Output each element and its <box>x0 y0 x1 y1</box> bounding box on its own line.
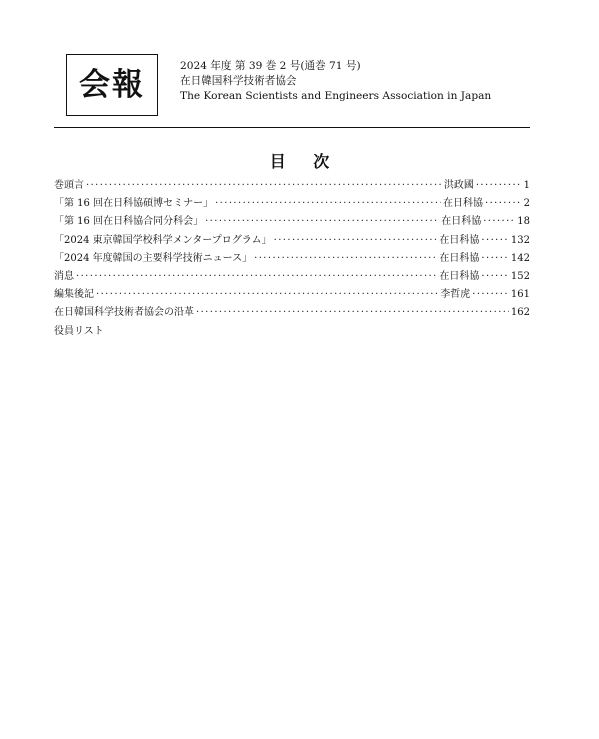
toc-page-leader: ······ <box>481 270 509 282</box>
toc-entry-page: 162 <box>510 307 530 319</box>
toc-entry-title: 「2024 東京韓国学校科学メンタープログラム」 <box>54 234 272 246</box>
toc-entry-author: 李哲虎 <box>440 289 471 301</box>
toc-entry-title: 消息 <box>54 270 74 282</box>
toc-page-leader: ······ <box>481 234 509 246</box>
logo-text: 会報 <box>79 66 145 103</box>
toc-entry-author: 在日科協 <box>439 234 480 246</box>
journal-logo <box>66 54 158 116</box>
toc-entry-page: 161 <box>510 289 530 301</box>
table-of-contents <box>54 176 530 340</box>
toc-leader-dots <box>86 180 442 191</box>
toc-entry-page: 18 <box>517 216 530 228</box>
toc-leader-dots <box>254 253 437 264</box>
org-name-en: The Korean Scientists and Engineers Association in Japan <box>180 90 492 102</box>
toc-leader-dots <box>96 289 438 300</box>
header-divider <box>54 127 530 128</box>
toc-leader-dots <box>215 198 441 209</box>
toc-entry-author: 在日科協 <box>439 270 480 282</box>
toc-entry-author: 洪政國 <box>443 180 474 191</box>
toc-entry-author: 在日科協 <box>442 198 483 210</box>
toc-entry-title: 「第 16 回在日科協合同分科会」 <box>54 216 204 228</box>
toc-page-leader: ········ <box>472 289 509 301</box>
toc-entry-page: 2 <box>523 198 530 210</box>
toc-title: 目 次 <box>269 152 330 171</box>
org-name-ja: 在日韓国科学技術者協会 <box>180 75 297 87</box>
toc-entry-page: 1 <box>523 180 530 191</box>
toc-page-leader: ·········· <box>475 180 522 191</box>
toc-entry[interactable] <box>54 176 530 194</box>
toc-entry-page: 132 <box>510 234 530 246</box>
toc-entry[interactable] <box>54 303 530 321</box>
toc-page-leader: ········ <box>484 198 522 210</box>
toc-entry[interactable] <box>54 212 530 230</box>
toc-entry-author: 在日科協 <box>441 216 482 228</box>
toc-entry[interactable] <box>54 194 530 212</box>
toc-entry-title: 巻頭言 <box>54 180 84 191</box>
toc-page-leader: ······ <box>481 252 509 264</box>
toc-leader-dots <box>196 307 509 318</box>
toc-entry-title: 編集後記 <box>54 289 94 301</box>
toc-entry-author: 在日科協 <box>439 252 480 264</box>
toc-leader-dots <box>274 235 438 246</box>
toc-entry[interactable] <box>54 267 530 285</box>
toc-entry-title: 在日韓国科学技術者協会の沿革 <box>54 307 194 319</box>
toc-entry[interactable] <box>54 249 530 267</box>
toc-leader-dots <box>76 271 437 282</box>
toc-entry[interactable] <box>54 322 530 340</box>
toc-entry[interactable] <box>54 285 530 303</box>
toc-page-leader: ······· <box>483 216 516 228</box>
toc-entry-title: 役員リスト <box>54 325 104 337</box>
toc-entry-title: 「第 16 回在日科協碩博セミナー」 <box>54 198 214 210</box>
toc-entry[interactable] <box>54 231 530 249</box>
toc-entry-page: 142 <box>510 252 530 264</box>
toc-entry-title: 「2024 年度韓国の主要科学技術ニュース」 <box>54 252 253 264</box>
toc-entry-page: 152 <box>510 270 530 282</box>
issue-line: 2024 年度 第 39 巻 2 号(通巻 71 号) <box>180 60 361 72</box>
toc-leader-dots <box>205 216 439 227</box>
header-info <box>180 59 491 104</box>
